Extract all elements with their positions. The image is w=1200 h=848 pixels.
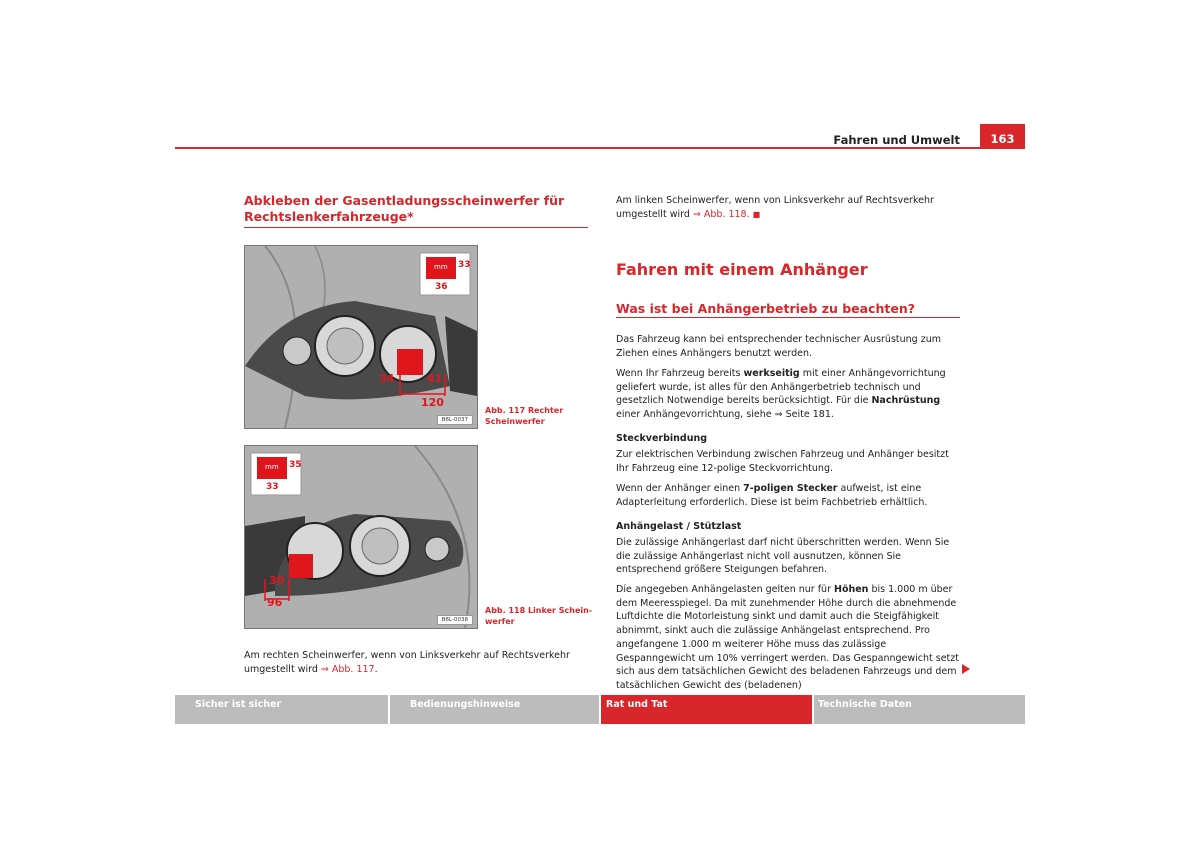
paragraph: Zur elektrischen Verbindung zwischen Fahrzeug und Anhänger besitzt Ihr Fahrzeug eine 12-polige Steckvorrichtung. bbox=[616, 449, 949, 474]
figure-code: B6L-0037 bbox=[437, 415, 473, 425]
paragraph: Die zulässige Anhängerlast darf nicht überschritten werden. Wenn Sie die zulässige Anhängerlast nicht voll ausnutzen, können Sie entsprechend größere Steigungen befahren. bbox=[616, 537, 950, 576]
left-heading-rule bbox=[244, 227, 588, 228]
dimension-label: 30 bbox=[269, 574, 285, 587]
end-mark-icon: ■ bbox=[752, 209, 761, 219]
paragraph: Wenn der Anhänger einen 7-poligen Stecker aufweist, ist eine Adapterleitung erforderlich. Diese ist beim Fachbetrieb erhältlich. bbox=[616, 483, 928, 508]
header-rule bbox=[175, 147, 1025, 149]
dimension-label: 120 bbox=[421, 396, 444, 409]
right-intro-paragraph: Am linken Scheinwerfer, wenn von Linksverkehr auf Rechtsverkehr umgestellt wird ⇒ Abb. 118. ■ bbox=[616, 195, 934, 220]
page-number: 163 bbox=[980, 124, 1025, 148]
dimension-label: 41 bbox=[427, 372, 443, 385]
dimension-label: 34 bbox=[379, 372, 395, 385]
tape-square bbox=[289, 554, 313, 578]
figure-link[interactable]: ⇒ Abb. 118. bbox=[692, 208, 750, 220]
sub-heading-rule bbox=[616, 317, 960, 318]
dimension-label: 33 bbox=[266, 482, 279, 492]
figure-caption: Abb. 118 Linker Scheinwerfer bbox=[485, 606, 593, 626]
figure-link[interactable]: ⇒ Abb. 117 bbox=[320, 664, 375, 675]
main-heading: Fahren mit einem Anhänger bbox=[616, 260, 868, 279]
tab-rat-und-tat[interactable]: Rat und Tat bbox=[601, 695, 812, 724]
tape-square bbox=[397, 349, 423, 375]
figure-right-headlight bbox=[244, 245, 478, 429]
continue-arrow-icon bbox=[962, 664, 970, 674]
figure-left-headlight bbox=[244, 445, 478, 629]
figure-code: B6L-0038 bbox=[437, 615, 473, 625]
tab-technische-daten[interactable]: Technische Daten bbox=[814, 695, 1025, 724]
paragraph: Das Fahrzeug kann bei entsprechender technischer Ausrüstung zum Ziehen eines Anhängers benutzt werden. bbox=[616, 334, 941, 359]
section-title: Fahren und Umwelt bbox=[833, 133, 960, 147]
dimension-label: 33 bbox=[458, 260, 471, 270]
sub-heading: Was ist bei Anhängerbetrieb zu beachten? bbox=[616, 301, 916, 316]
mm-label: mm bbox=[434, 263, 448, 271]
subsection-heading: Anhängelast / Stützlast bbox=[616, 521, 742, 532]
dimension-label: 96 bbox=[267, 596, 283, 609]
left-bottom-paragraph: Am rechten Scheinwerfer, wenn von Linksverkehr auf Rechtsverkehr umgestellt wird ⇒ Abb. 117. bbox=[244, 650, 570, 675]
subsection-heading: Steckverbindung bbox=[616, 433, 708, 444]
paragraph: Die angegeben Anhängelasten gelten nur für Höhen bis 1.000 m über dem Meeresspiegel. Da mit zunehmender Höhe durch die abnehmende Luftdichte die Motorleistung sinkt und damit auch die Steigfähigkeit abnimmt, sinkt auch die zulässige Anhängelast entsprechend. Pro angefangene 1.000 m weiterer Höhe muss das zulässige Gespanngewicht um 10% verringert werden. Das Gespanngewicht setzt sich aus dem tatsächlichen Gewicht des beladenen Fahrzeugs und dem tatsächlichen Gewicht des (beladenen) bbox=[616, 584, 959, 691]
figure-caption: Abb. 117 Rechter Scheinwerfer bbox=[485, 406, 564, 426]
paragraph: Wenn Ihr Fahrzeug bereits werkseitig mit einer Anhängevorrichtung geliefert wurde, ist alles für den Anhängerbetrieb technisch und gesetzlich Notwendige bereits berücksichtigt. Für die Nachrüstung einer Anhängevorrichtung, siehe ⇒ Seite 181. bbox=[616, 368, 946, 421]
tab-bedienungshinweise[interactable]: Bedienungshinweise bbox=[390, 695, 599, 724]
dimension-label: 35 bbox=[289, 460, 302, 470]
dimension-label: 36 bbox=[435, 282, 448, 292]
left-heading: Abkleben der Gasentladungsscheinwerfer für Rechtslenkerfahrzeuge* bbox=[244, 193, 565, 224]
tab-sicher-ist-sicher[interactable]: Sicher ist sicher bbox=[175, 695, 388, 724]
mm-label: mm bbox=[265, 463, 279, 471]
